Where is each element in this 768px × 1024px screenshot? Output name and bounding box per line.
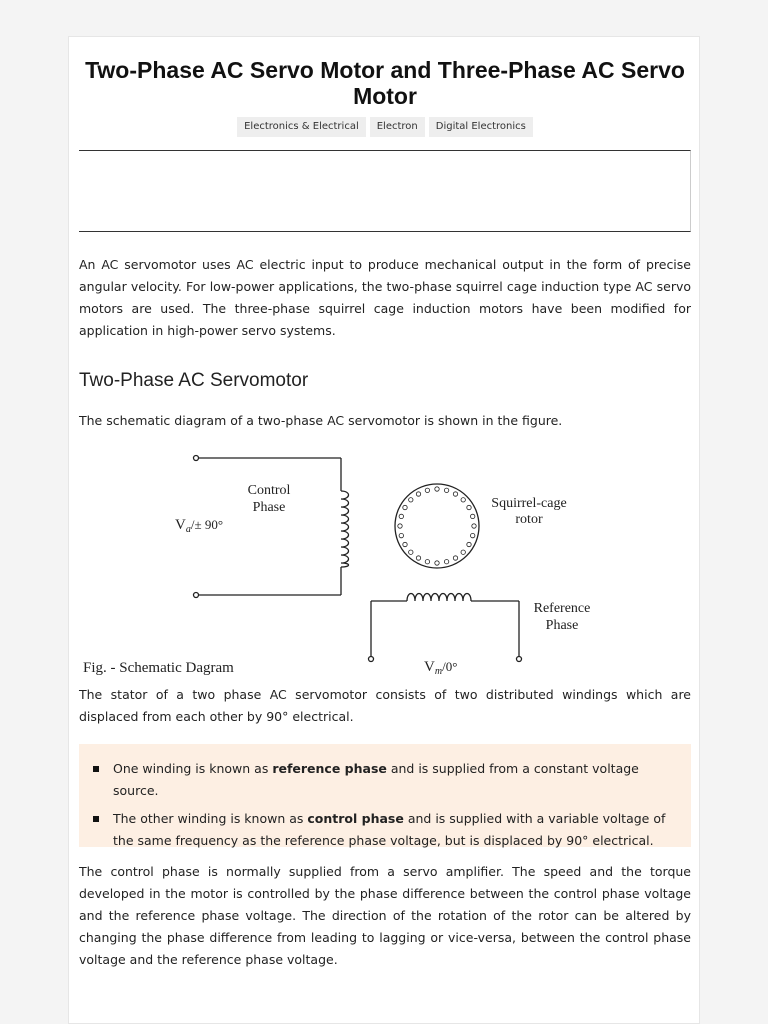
control-phase-coil — [341, 491, 349, 567]
rotor-bar — [416, 556, 420, 560]
list-item-control-phase: The other winding is known as control phase and is supplied with a variable voltage of the same frequency as the reference phase voltage, but is displaced by 90° electrical. — [93, 808, 683, 852]
rotor-bar — [453, 492, 457, 496]
vm-label: $V_m/0^\circ$ — [424, 659, 458, 675]
rotor-bar — [403, 542, 407, 546]
rotor-bar — [444, 560, 448, 564]
rotor-bar — [399, 533, 403, 537]
squirrel-cage-rotor — [395, 484, 479, 568]
rotor-bar — [461, 498, 465, 502]
va-label: $V_a/\pm 90^\circ$ — [175, 517, 224, 535]
phase-list — [93, 758, 683, 858]
control-label-1: Control — [247, 483, 291, 498]
rotor-bar — [444, 488, 448, 492]
tag-electron[interactable]: Electron — [370, 117, 425, 137]
rotor-bar — [403, 505, 407, 509]
reference-label-2: Phase — [545, 618, 579, 633]
rotor-bar — [398, 524, 402, 528]
rotor-label-2: rotor — [515, 512, 543, 527]
article-card — [68, 36, 700, 1024]
tag-electronics-electrical[interactable]: Electronics & Electrical — [237, 117, 366, 137]
rotor-bar — [472, 524, 476, 528]
rotor-bar — [467, 505, 471, 509]
terminal-top-left — [194, 456, 199, 461]
reference-label-1: Reference — [533, 601, 591, 616]
rotor-bar — [425, 560, 429, 564]
rotor-bar — [453, 556, 457, 560]
section-heading: Two-Phase AC Servomotor — [79, 370, 309, 391]
intro-paragraph: An AC servomotor uses AC electric input to produce mechanical output in the form of precise angular velocity. For low-power applications, the two-phase squirrel cage induction type AC servo motors are used. The three-phase squirrel cage induction motors have been modified for application in high-power servo systems. — [79, 257, 691, 338]
rotor-bars — [398, 487, 476, 565]
control-phase-paragraph: The control phase is normally supplied from a servo amplifier. The speed and the torque developed in the motor is controlled by the phase difference between the control phase voltage and the reference phase voltage. The direction of the rotation of the rotor can be altered by changing the phase difference from leading to lagging or vice-versa, between the control phase voltage and the reference phase voltage. — [79, 864, 691, 967]
rotor-bar — [471, 514, 475, 518]
rotor-bar — [409, 498, 413, 502]
phase-callout-box — [79, 744, 691, 847]
rotor-bar — [435, 487, 439, 491]
rotor-bar — [471, 533, 475, 537]
rotor-bar — [467, 542, 471, 546]
rotor-label-1: Squirrel-cage — [491, 496, 567, 511]
stator-paragraph: The stator of a two phase AC servomotor consists of two distributed windings which are displaced from each other by 90° electrical. — [79, 687, 691, 724]
list-item-reference-phase: One winding is known as reference phase and is supplied from a constant voltage source. — [93, 758, 683, 802]
terminal-bottom-reference-left — [369, 657, 374, 662]
terminal-bottom-reference-right — [517, 657, 522, 662]
schematic-diagram — [79, 449, 691, 675]
rotor-bar — [461, 550, 465, 554]
control-label-2: Phase — [252, 500, 286, 515]
figure-caption: Fig. - Schematic Dagram — [83, 660, 234, 675]
figure-intro-paragraph: The schematic diagram of a two-phase AC servomotor is shown in the figure. — [79, 413, 563, 428]
rotor-bar — [425, 488, 429, 492]
rotor-bar — [399, 514, 403, 518]
page-title: Two-Phase AC Servo Motor and Three-Phase AC Servo Motor — [85, 57, 685, 109]
reference-phase-coil — [407, 594, 471, 602]
rotor-bar — [435, 561, 439, 565]
ad-placeholder — [79, 150, 691, 232]
rotor-bar — [409, 550, 413, 554]
tag-list — [79, 117, 691, 137]
terminal-bottom-left — [194, 593, 199, 598]
tag-digital-electronics[interactable]: Digital Electronics — [429, 117, 533, 137]
rotor-bar — [416, 492, 420, 496]
